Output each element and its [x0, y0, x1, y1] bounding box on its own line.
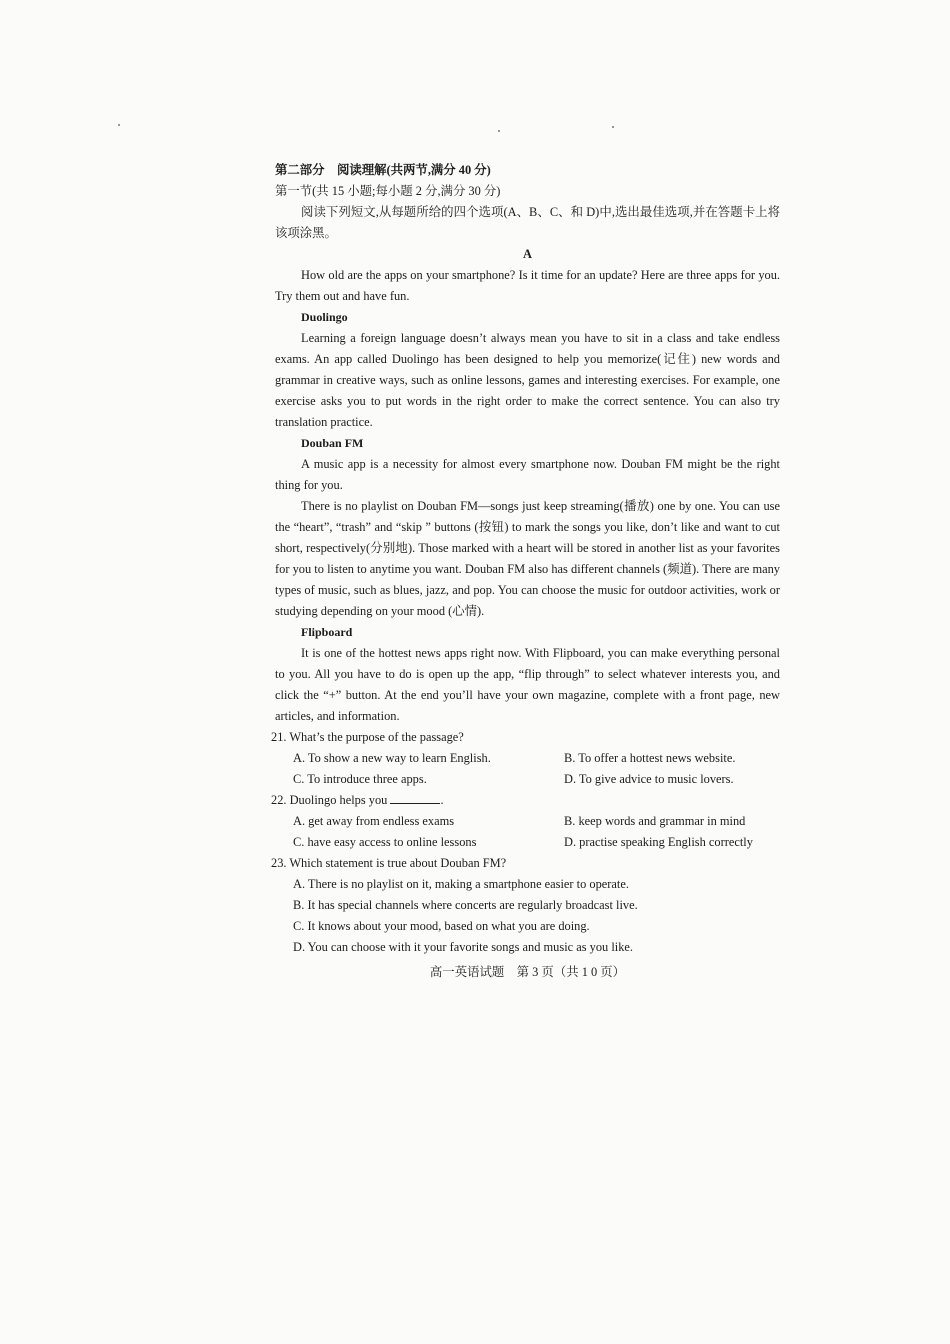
- app-heading-doubanfm: Douban FM: [301, 436, 364, 450]
- question-22-stem-end: .: [440, 793, 444, 807]
- option: C. To introduce three apps.: [293, 772, 427, 786]
- exam-page: [271, 160, 780, 983]
- section-header: 第二部分 阅读理解(共两节,满分 40 分): [275, 163, 491, 177]
- option: C. It knows about your mood, based on what you are doing.: [293, 919, 590, 933]
- subsection-header: 第一节(共 15 小题;每小题 2 分,满分 30 分): [275, 184, 501, 198]
- page-footer: 高一英语试题 第 3 页（共 1 0 页）: [429, 965, 626, 979]
- question-21: 21. What’s the purpose of the passage?: [271, 730, 464, 744]
- option: A. To show a new way to learn English.: [293, 751, 491, 765]
- app-heading-duolingo: Duolingo: [301, 310, 348, 324]
- scan-speck: [612, 126, 614, 128]
- option: B. It has special channels where concerts are regularly broadcast live.: [293, 898, 638, 912]
- question-22: [271, 790, 780, 811]
- option: A. There is no playlist on it, making a smartphone easier to operate.: [293, 877, 629, 891]
- scan-speck: [118, 124, 120, 126]
- option: B. keep words and grammar in mind: [564, 814, 746, 828]
- option: D. You can choose with it your favorite songs and music as you like.: [293, 940, 634, 954]
- passage-label: A: [523, 247, 532, 261]
- question-22-stem: 22. Duolingo helps you: [271, 793, 391, 807]
- instructions: 阅读下列短文,从每题所给的四个选项(A、B、C、和 D)中,选出最佳选项,并在答题卡上将该项涂黑。: [275, 205, 780, 240]
- question-23: 23. Which statement is true about Douban FM?: [271, 856, 507, 870]
- question-22-options: [293, 811, 780, 853]
- duolingo-paragraph: Learning a foreign language doesn’t always mean you have to sit in a class and take endless exams. An app called Duolingo has been designed to help you memorize(记住) new words and grammar in creative ways, such as online lessons, games and interesting exercises. For example, one exercise asks you to put words in the right order to make the correct sentence. You can also try translation practice.: [275, 331, 780, 429]
- answer-blank: [390, 791, 440, 804]
- option: D. practise speaking English correctly: [564, 835, 753, 849]
- app-heading-flipboard: Flipboard: [301, 625, 353, 639]
- flipboard-paragraph: It is one of the hottest news apps right now. With Flipboard, you can make everything personal to you. All you have to do is open up the app, “flip through” to select whatever interests you, and click the “+” button. At the end you’ll have your own magazine, complete with a front page, new articles, and information.: [275, 646, 780, 723]
- doubanfm-paragraph-1: A music app is a necessity for almost every smartphone now. Douban FM might be the right thing for you.: [275, 457, 780, 492]
- option: A. get away from endless exams: [293, 814, 455, 828]
- option: C. have easy access to online lessons: [293, 835, 477, 849]
- option: D. To give advice to music lovers.: [564, 772, 734, 786]
- passage-intro: How old are the apps on your smartphone? Is it time for an update? Here are three apps for you. Try them out and have fun.: [275, 268, 780, 303]
- question-21-options: [293, 748, 780, 790]
- option: B. To offer a hottest news website.: [564, 751, 736, 765]
- doubanfm-paragraph-2: There is no playlist on Douban FM—songs just keep streaming(播放) one by one. You can use the “heart”, “trash” and “skip ” buttons (按钮) to mark the songs you like, don’t like and want to cut short, respectively(分别地). Those marked with a heart will be stored in another list as your favorites for you to listen to anytime you want. Douban FM also has different channels (频道). There are many types of music, such as blues, jazz, and pop. You can choose the music for outdoor activities, work or studying depending on your mood (心情).: [275, 499, 780, 618]
- scan-speck: [498, 130, 500, 132]
